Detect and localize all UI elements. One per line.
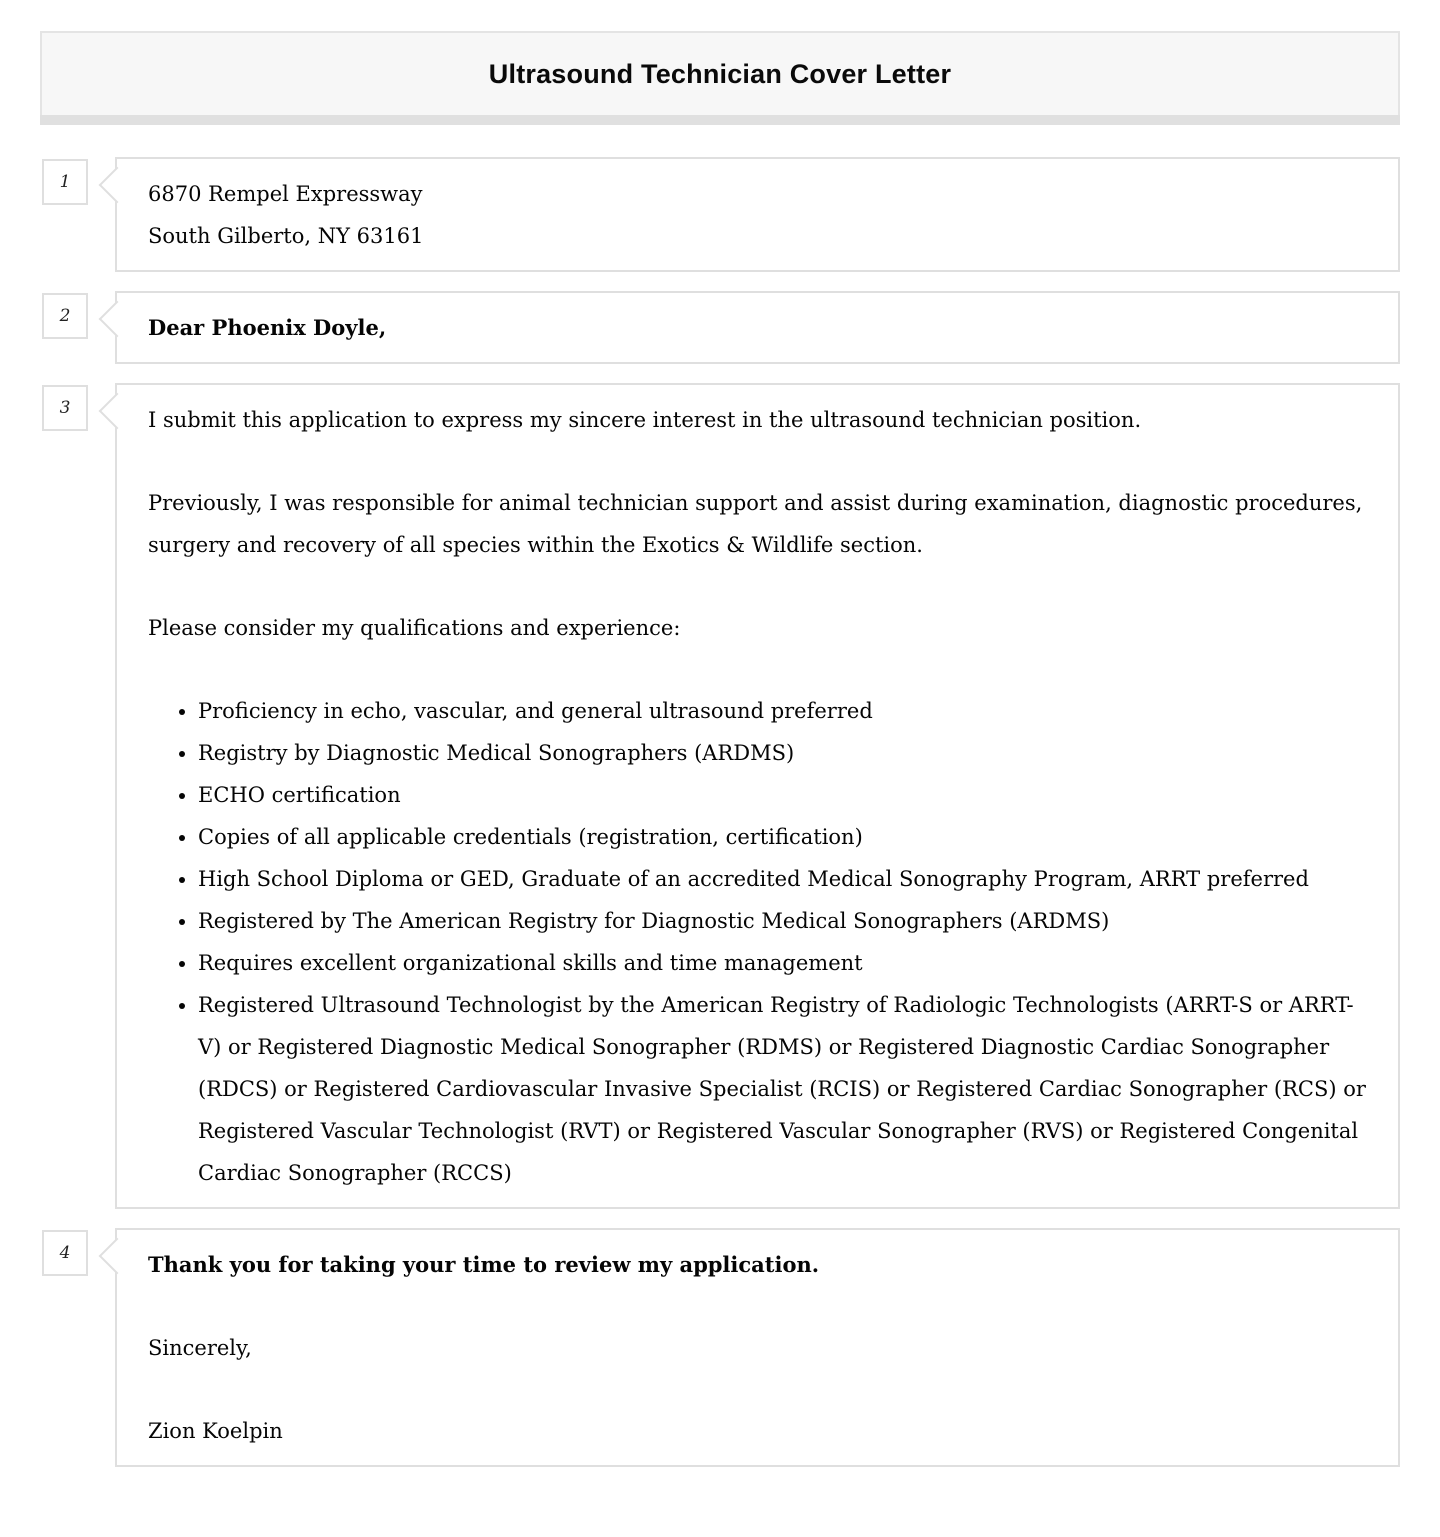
- section-body: [40, 383, 1400, 1209]
- section-greeting: [40, 291, 1400, 364]
- section-card-greeting[interactable]: [115, 291, 1400, 364]
- thank-you-text: Thank you for taking your time to review my application.: [148, 1252, 820, 1277]
- section-card-body[interactable]: [115, 383, 1400, 1209]
- section-sender-address: [40, 157, 1400, 272]
- page-title: Ultrasound Technician Cover Letter: [488, 58, 952, 89]
- section-card-address[interactable]: [115, 157, 1400, 272]
- section-number: 4: [59, 1243, 71, 1263]
- greeting-text: Dear Phoenix Doyle,: [148, 315, 387, 340]
- section-number: 1: [59, 172, 71, 192]
- section-card-closing[interactable]: [115, 1228, 1400, 1467]
- qualification-item: • Copies of all applicable credentials (registration, certification): [198, 816, 1367, 858]
- qualifications-list: [148, 690, 1367, 1194]
- header-shadow-strip: [40, 115, 1400, 125]
- qualification-item: • Registered Ultrasound Technologist by the American Registry of Radiologic Technologists (ARRT-S or ARRT-V) or Registered Diagnostic Medical Sonographer (RDMS) or Registered Diagnostic Cardiac Sonographer (RDCS) or Registered Cardiovascular Invasive Specialist (RCIS) or Registered Cardiac Sonographer (RCS) or Registered Vascular Technologist (RVT) or Registered Vascular Sonographer (RVS) or Registered Congenital Cardiac Sonographer (RCCS): [198, 984, 1367, 1194]
- qualification-item: • Proficiency in echo, vascular, and general ultrasound preferred: [198, 690, 1367, 732]
- intro-paragraph: I submit this application to express my sincere interest in the ultrasound technician position.: [148, 408, 1142, 432]
- qualification-item: • ECHO certification: [198, 774, 1367, 816]
- qualification-item: • Registered by The American Registry for Diagnostic Medical Sonographers (ARDMS): [198, 900, 1367, 942]
- closing-text: Sincerely,: [148, 1336, 252, 1360]
- section-number-badge: [42, 293, 88, 339]
- signature-text: Zion Koelpin: [148, 1419, 283, 1443]
- qualification-item: • Requires excellent organizational skills and time management: [198, 942, 1367, 984]
- qualification-item: • High School Diploma or GED, Graduate of an accredited Medical Sonography Program, ARRT preferred: [198, 858, 1367, 900]
- consider-paragraph: Please consider my qualifications and experience:: [148, 616, 681, 640]
- document-header: [40, 31, 1400, 115]
- previous-experience-paragraph: Previously, I was responsible for animal technician support and assist during examination, diagnostic procedures, surgery and recovery of all species within the Exotics & Wildlife section.: [148, 491, 1363, 557]
- address-line-street: 6870 Rempel Expressway: [148, 182, 423, 206]
- letter-body: [40, 125, 1400, 1467]
- section-closing: [40, 1228, 1400, 1467]
- qualification-item: • Registry by Diagnostic Medical Sonographers (ARDMS): [198, 732, 1367, 774]
- section-number-badge: [42, 385, 88, 431]
- section-number: 2: [59, 306, 71, 326]
- section-number: 3: [59, 398, 71, 418]
- section-number-badge: [42, 1230, 88, 1276]
- section-number-badge: [42, 159, 88, 205]
- address-line-city: South Gilberto, NY 63161: [148, 224, 424, 248]
